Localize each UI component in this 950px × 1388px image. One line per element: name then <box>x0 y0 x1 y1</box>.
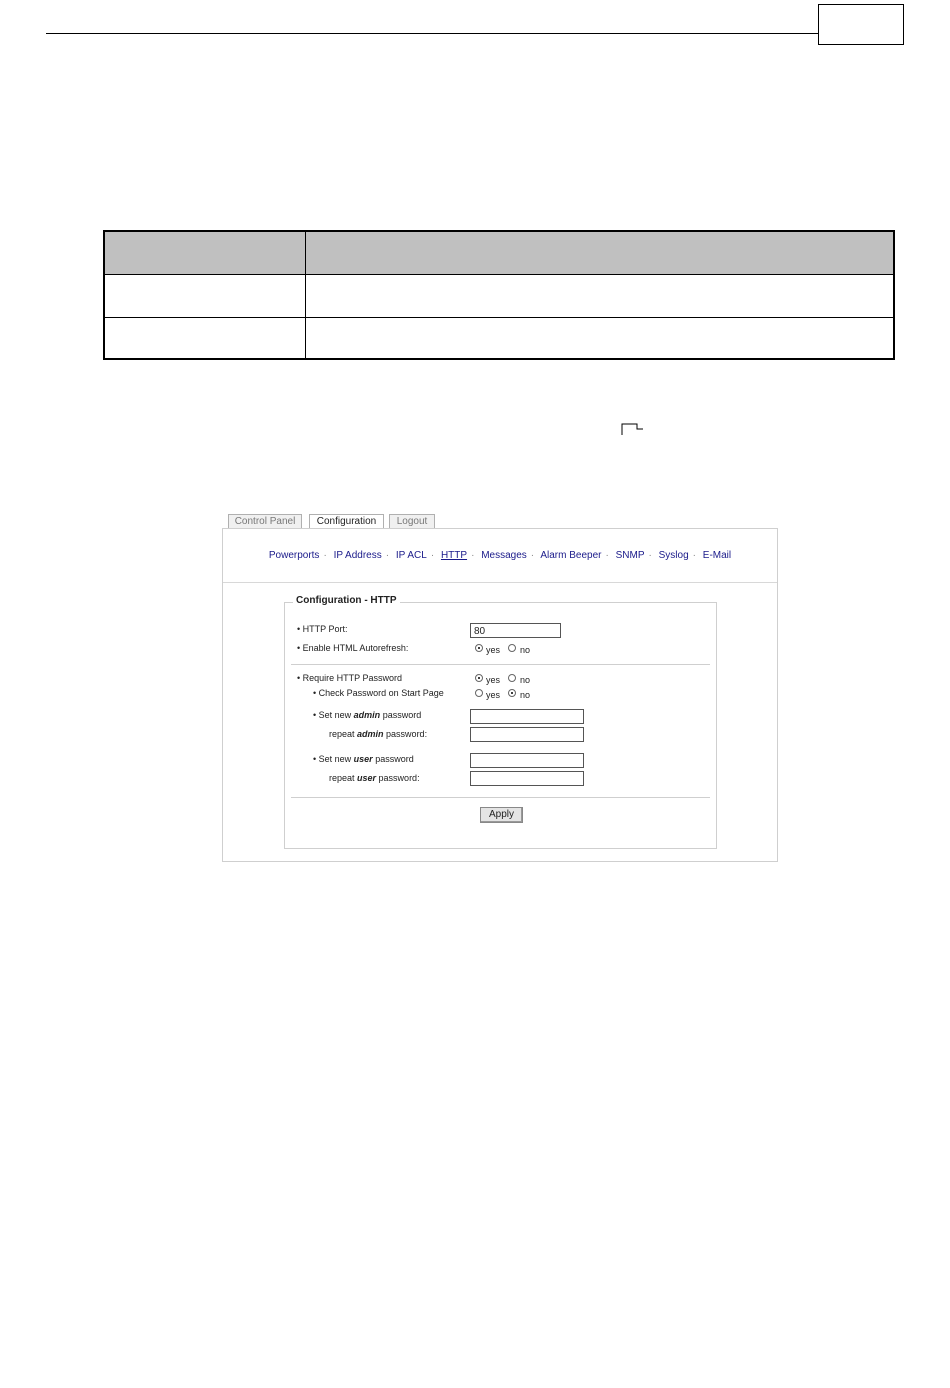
admin-password-input[interactable] <box>470 709 584 724</box>
table-header-row <box>105 232 893 275</box>
subnav-snmp[interactable]: SNMP <box>615 550 645 561</box>
subnav-divider <box>223 582 777 583</box>
repeat-user-password-input[interactable] <box>470 771 584 786</box>
subnav-ip-address[interactable]: IP Address <box>333 550 382 561</box>
subnav-alarm-beeper[interactable]: Alarm Beeper <box>540 550 602 561</box>
divider <box>291 797 710 798</box>
admin-password-label: • Set new admin password <box>313 710 422 720</box>
subnav-http[interactable]: HTTP <box>440 550 468 561</box>
subnav-email[interactable]: E-Mail <box>702 550 732 561</box>
doc-table <box>103 230 895 360</box>
tab-configuration[interactable]: Configuration <box>309 514 384 529</box>
tab-control-panel[interactable]: Control Panel <box>228 514 302 528</box>
link-marker-icon <box>621 423 643 435</box>
autorefresh-no-label: no <box>520 645 531 655</box>
check-password-no-radio[interactable] <box>508 689 516 697</box>
subnav-ip-acl[interactable]: IP ACL <box>395 550 427 561</box>
require-password-no-radio[interactable] <box>508 674 516 682</box>
check-password-yes-label: yes <box>486 690 501 700</box>
user-password-label: • Set new user password <box>313 754 414 764</box>
table-column-divider <box>305 232 306 358</box>
user-password-input[interactable] <box>470 753 584 768</box>
require-password-yes-label: yes <box>486 675 501 685</box>
require-password-yes-radio[interactable] <box>475 674 483 682</box>
repeat-admin-password-label: repeat admin password: <box>329 729 428 739</box>
http-port-input[interactable]: 80 <box>470 623 561 638</box>
subnav-messages[interactable]: Messages <box>481 550 527 561</box>
autorefresh-label: • Enable HTML Autorefresh: <box>297 643 409 653</box>
subnav-powerports[interactable]: Powerports <box>268 550 320 561</box>
tab-logout[interactable]: Logout <box>389 514 435 528</box>
check-password-no-label: no <box>520 690 531 700</box>
require-password-label: • Require HTTP Password <box>297 673 403 683</box>
page-number-box <box>818 4 904 45</box>
section-title: Configuration - HTTP <box>293 595 400 606</box>
http-config-fieldset <box>284 595 717 849</box>
check-password-yes-radio[interactable] <box>475 689 483 697</box>
header-rule <box>46 33 819 34</box>
autorefresh-no-radio[interactable] <box>508 644 516 652</box>
table-row <box>105 318 893 360</box>
config-subnav: Powerports · IP Address · IP ACL · HTTP · Messages · Alarm Beeper · SNMP · Syslog · E-Mail <box>268 550 732 561</box>
divider <box>291 664 710 665</box>
require-password-no-label: no <box>520 675 531 685</box>
autorefresh-yes-radio[interactable] <box>475 644 483 652</box>
web-ui-screenshot <box>222 514 778 862</box>
content-frame <box>222 528 778 862</box>
subnav-syslog[interactable]: Syslog <box>658 550 689 561</box>
check-password-label: • Check Password on Start Page <box>313 688 444 698</box>
apply-button[interactable]: Apply <box>480 807 523 823</box>
autorefresh-yes-label: yes <box>486 645 501 655</box>
repeat-admin-password-input[interactable] <box>470 727 584 742</box>
http-port-label: • HTTP Port: <box>297 624 348 634</box>
repeat-user-password-label: repeat user password: <box>329 773 420 783</box>
table-row <box>105 275 893 318</box>
